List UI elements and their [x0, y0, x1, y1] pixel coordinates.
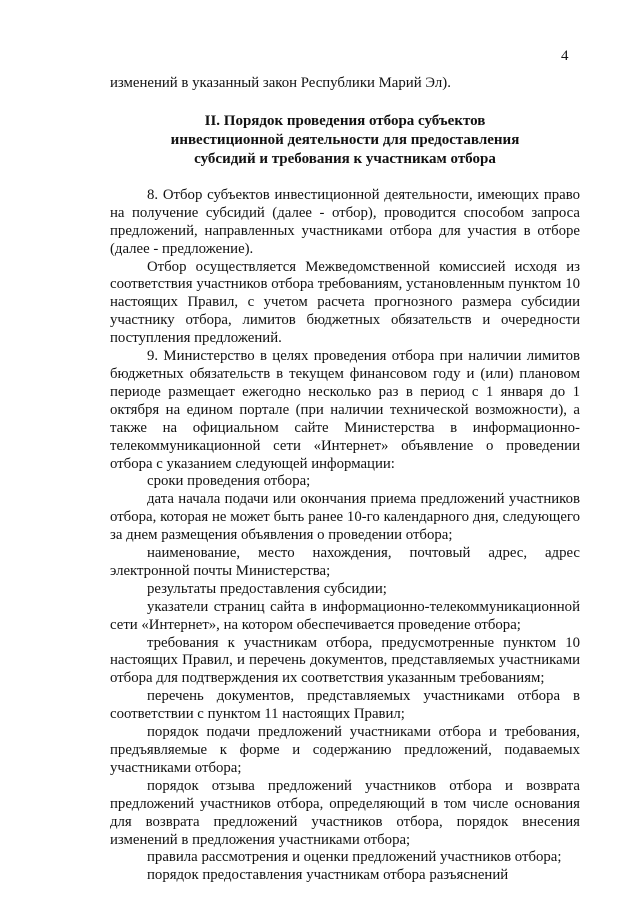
paragraph-9: 9. Министерство в целях проведения отбора при наличии лимитов бюджетных обязательств в текущем финансовом году и (или) плановом периоде размещает ежегодно несколько раз в период с 1 января до 1 октября на едином портале (при наличии технической возможности), а также на официальном сайте Министерства в информационно-телекоммуникационной сети «Интернет» объявление о проведении отбора с указанием следующей информации:: [110, 348, 580, 472]
document-body: [110, 75, 580, 885]
intro-line: изменений в указанный закон Республики Марий Эл).: [110, 75, 451, 91]
list-item: результаты предоставления субсидии;: [147, 580, 387, 597]
list-item: указатели страниц сайта в информационно-телекоммуникационной сети «Интернет», на котором обеспечивается проведение отбора;: [110, 598, 580, 633]
paragraph-8: 8. Отбор субъектов инвестиционной деятельности, имеющих право на получение субсидий (далее - отбор), проводится способом запроса предложений, направленных участниками отбора для участия в отборе (далее - предложение).: [110, 186, 580, 257]
list-item: наименование, место нахождения, почтовый адрес, адрес электронной почты Министерства;: [110, 545, 580, 579]
section-heading-line: субсидий и требования к участникам отбора: [194, 150, 496, 167]
list-item: требования к участникам отбора, предусмотренные пунктом 10 настоящих Правил, и перечень документов, представляемых участниками отбора для подтверждения их соответствия указанным требованиям;: [110, 634, 580, 687]
list-item: сроки проведения отбора;: [147, 473, 311, 490]
list-item: дата начала подачи или окончания приема предложений участников отбора, которая не может быть ранее 10-го календарного дня, следующего за днем размещения объявления о проведении отбора;: [110, 491, 580, 544]
page-number: 4: [561, 48, 569, 64]
list-item: правила рассмотрения и оценки предложений участников отбора;: [147, 849, 562, 866]
paragraph-selection-process: Отбор осуществляется Межведомственной комиссией исходя из соответствия участников отбора требованиям, установленным пунктом 10 настоящих Правил, с учетом расчета прогнозного размера субсидии участнику отбора, лимитов бюджетных обязательств и очередности поступления предложений.: [110, 258, 580, 347]
list-item: порядок подачи предложений участниками отбора и требования, предъявляемые к форме и содержанию предложений, подаваемых участниками отбора;: [110, 724, 580, 776]
section-heading-line: II. Порядок проведения отбора субъектов: [204, 112, 486, 129]
section-heading: [110, 112, 580, 169]
section-heading-line: инвестиционной деятельности для предоставления: [170, 131, 520, 148]
list-item: перечень документов, представляемых участниками отбора в соответствии с пунктом 11 настоящих Правил;: [110, 688, 580, 723]
list-item: порядок отзыва предложений участников отбора и возврата предложений участников отбора, определяющий в том числе основания для возврата предложений участников отбора, порядок внесения изменений в предложения участниками отбора;: [110, 777, 580, 848]
list-item: порядок предоставления участникам отбора разъяснений: [147, 867, 509, 884]
